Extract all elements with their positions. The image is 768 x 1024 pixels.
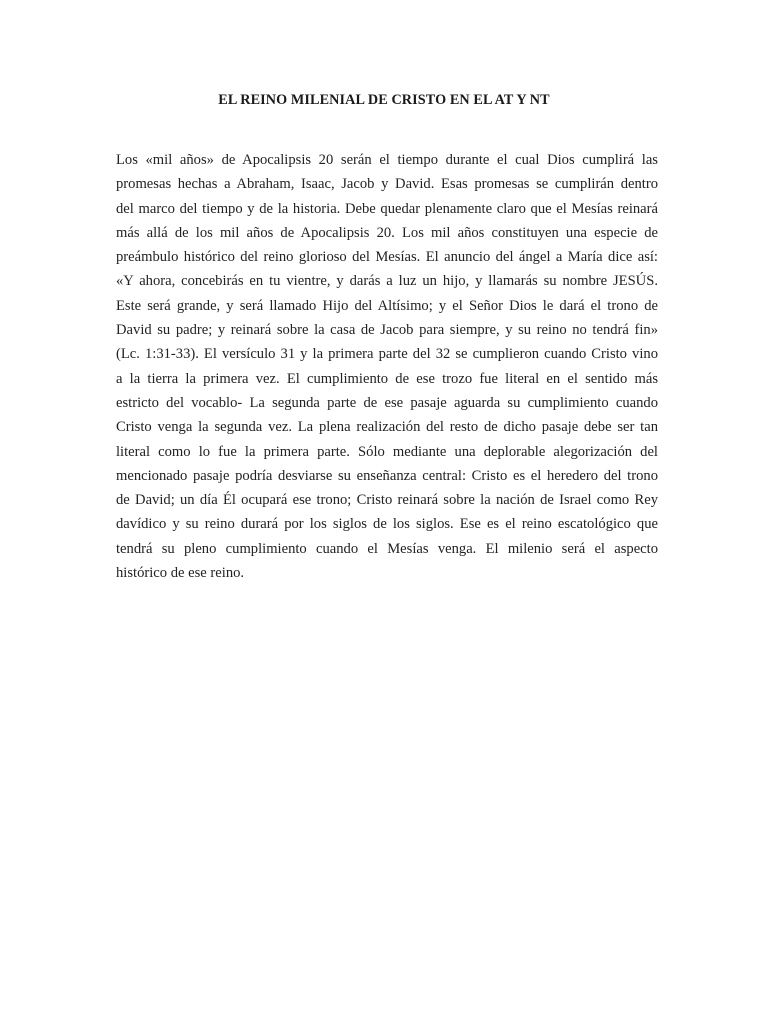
body-line: mencionado pasaje podría desviarse su enseñanza central: Cristo es el heredero del trono [116, 467, 658, 484]
body-line: estricto del vocablo- La segunda parte de ese pasaje aguarda su cumplimiento cuando [116, 394, 658, 411]
document-body [116, 148, 658, 585]
body-line: histórico de ese reino. [116, 565, 245, 582]
body-line: del marco del tiempo y de la historia. Debe quedar plenamente claro que el Mesías reinará [116, 200, 658, 217]
body-line: tendrá su pleno cumplimiento cuando el Mesías venga. El milenio será el aspecto [116, 540, 658, 557]
body-line: literal como lo fue la primera parte. Sólo mediante una deplorable alegorización del [116, 443, 658, 460]
body-line: de David; un día Él ocupará ese trono; Cristo reinará sobre la nación de Israel como Rey [116, 492, 658, 509]
body-line: (Lc. 1:31-33). El versículo 31 y la primera parte del 32 se cumplieron cuando Cristo vino [116, 346, 658, 363]
body-line: davídico y su reino durará por los siglos de los siglos. Ese es el reino escatológico que [116, 516, 658, 533]
body-line: Este será grande, y será llamado Hijo del Altísimo; y el Señor Dios le dará el trono de [116, 297, 658, 314]
body-line: promesas hechas a Abraham, Isaac, Jacob y David. Esas promesas se cumplirán dentro [116, 176, 658, 193]
body-line: Cristo venga la segunda vez. La plena realización del resto de dicho pasaje debe ser tan [116, 419, 658, 436]
body-line: preámbulo histórico del reino glorioso del Mesías. El anuncio del ángel a María dice así: [116, 249, 658, 266]
body-line: a la tierra la primera vez. El cumplimiento de ese trozo fue literal en el sentido más [116, 370, 658, 387]
body-line: más allá de los mil años de Apocalipsis 20. Los mil años constituyen una especie de [116, 224, 658, 241]
body-line: David su padre; y reinará sobre la casa de Jacob para siempre, y su reino no tendrá fin» [116, 322, 658, 339]
document-title: EL REINO MILENIAL DE CRISTO EN EL AT Y NT [218, 92, 550, 108]
body-line: «Y ahora, concebirás en tu vientre, y darás a luz un hijo, y llamarás su nombre JESÚS. [116, 273, 658, 290]
body-line: Los «mil años» de Apocalipsis 20 serán el tiempo durante el cual Dios cumplirá las [116, 152, 658, 168]
